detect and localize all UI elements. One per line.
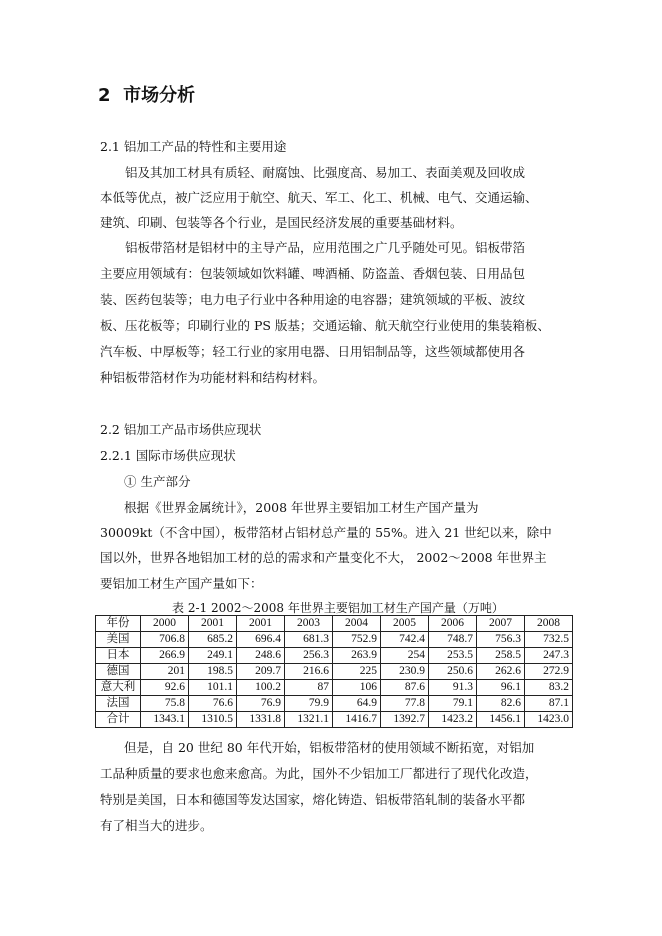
table-cell: 248.6 <box>237 648 285 664</box>
table-row <box>96 712 573 728</box>
table-cell: 2000 <box>141 616 189 632</box>
table-cell: 2005 <box>381 616 429 632</box>
heading-2-2-1: 2.2.1 国际市场供应现状 <box>100 448 236 463</box>
table-cell: 254 <box>381 648 429 664</box>
closing-line1: 但是，自 20 世纪 80 年代开始，铝板带箔材的使用领域不断拓宽，对铝加 <box>124 740 535 755</box>
table-cell: 706.8 <box>141 632 189 648</box>
closing-line4: 有了相当大的进步。 <box>100 818 213 833</box>
section-heading <box>98 81 195 107</box>
table-cell: 2004 <box>333 616 381 632</box>
table-cell: 2008 <box>525 616 573 632</box>
table-cell: 1392.7 <box>381 712 429 728</box>
table-row-label: 合计 <box>96 712 141 728</box>
para2-line2: 主要应用领域有：包装领域如饮料罐、啤酒桶、防盗盖、香烟包装、日用品包 <box>100 266 526 281</box>
table-cell: 681.3 <box>285 632 333 648</box>
table-cell: 83.2 <box>525 680 573 696</box>
table-cell: 742.4 <box>381 632 429 648</box>
para2-line6: 种铝板带箔材作为功能材料和结构材料。 <box>100 370 326 385</box>
table-cell: 696.4 <box>237 632 285 648</box>
table-cell: 79.9 <box>285 696 333 712</box>
table-cell: 748.7 <box>429 632 477 648</box>
table-cell: 272.9 <box>525 664 573 680</box>
table-cell: 91.3 <box>429 680 477 696</box>
table-cell: 256.3 <box>285 648 333 664</box>
table-cell: 106 <box>333 680 381 696</box>
table-cell: 82.6 <box>477 696 525 712</box>
table-cell: 100.2 <box>237 680 285 696</box>
table-cell: 1331.8 <box>237 712 285 728</box>
table-cell: 262.6 <box>477 664 525 680</box>
para3-line3: 国以外，世界各地铝加工材的总的需求和产量变化不大， 2002～2008 年世界主 <box>100 550 547 565</box>
table-cell: 247.3 <box>525 648 573 664</box>
table-row <box>96 632 573 648</box>
table-row-label: 年份 <box>96 616 141 632</box>
table-row-label: 美国 <box>96 632 141 648</box>
table-cell: 1423.2 <box>429 712 477 728</box>
table-row-label: 意大利 <box>96 680 141 696</box>
table-cell: 1416.7 <box>333 712 381 728</box>
table-row <box>96 664 573 680</box>
table-cell: 216.6 <box>285 664 333 680</box>
production-table <box>95 615 573 728</box>
para2-line3: 装、医药包装等；电力电子行业中各种用途的电容器；建筑领域的平板、波纹 <box>100 292 526 307</box>
table-cell: 2001 <box>189 616 237 632</box>
table-cell: 1456.1 <box>477 712 525 728</box>
table-cell: 75.8 <box>141 696 189 712</box>
table-caption: 表 2-1 2002～2008 年世界主要铝加工材生产国产量（万吨） <box>172 601 504 615</box>
table-cell: 685.2 <box>189 632 237 648</box>
table-cell: 756.3 <box>477 632 525 648</box>
table-cell: 732.5 <box>525 632 573 648</box>
table-cell: 96.1 <box>477 680 525 696</box>
heading-2-2: 2.2 铝加工产品市场供应现状 <box>100 422 262 437</box>
table-cell: 87.6 <box>381 680 429 696</box>
table-cell: 225 <box>333 664 381 680</box>
table-cell: 87.1 <box>525 696 573 712</box>
table-cell: 64.9 <box>333 696 381 712</box>
table-cell: 87 <box>285 680 333 696</box>
para1-line2: 本低等优点，被广泛应用于航空、航天、军工、化工、机械、电气、交通运输、 <box>100 190 538 205</box>
table-cell: 1310.5 <box>189 712 237 728</box>
table-cell: 101.1 <box>189 680 237 696</box>
section-title: 市场分析 <box>123 85 196 106</box>
table-cell: 263.9 <box>333 648 381 664</box>
closing-line3: 特别是美国，日本和德国等发达国家，熔化铸造、铝板带箔轧制的装备水平都 <box>100 792 526 807</box>
table-row-label: 德国 <box>96 664 141 680</box>
table-cell: 752.9 <box>333 632 381 648</box>
para2-line4: 板、压花板等；印刷行业的 PS 版基；交通运输、航天航空行业使用的集装箱板、 <box>100 318 550 333</box>
table-row <box>96 648 573 664</box>
table-cell: 2003 <box>285 616 333 632</box>
table-header-row <box>96 616 573 632</box>
para3-line2: 30009kt（不含中国），板带箔材占铝材总产量的 55%。进入 21 世纪以来，除中 <box>100 525 552 540</box>
table-cell: 258.5 <box>477 648 525 664</box>
table-cell: 79.1 <box>429 696 477 712</box>
table-cell: 198.5 <box>189 664 237 680</box>
table-cell: 250.6 <box>429 664 477 680</box>
table-cell: 2007 <box>477 616 525 632</box>
table-cell: 1343.1 <box>141 712 189 728</box>
para2-line1: 铝板带箔材是铝材中的主导产品，应用范围之广几乎随处可见。铝板带箔 <box>125 240 526 255</box>
table-cell: 201 <box>141 664 189 680</box>
table-cell: 209.7 <box>237 664 285 680</box>
table-cell: 2006 <box>429 616 477 632</box>
closing-line2: 工品种质量的要求也愈来愈高。为此，国外不少铝加工厂都进行了现代化改造， <box>100 766 538 781</box>
para3-line1: 根据《世界金属统计》，2008 年世界主要铝加工材生产国产量为 <box>124 500 479 515</box>
table-cell: 77.8 <box>381 696 429 712</box>
table-cell: 2001 <box>237 616 285 632</box>
table-cell: 1321.1 <box>285 712 333 728</box>
para2-line5: 汽车板、中厚板等；轻工行业的家用电器、日用铝制品等，这些领域都使用各 <box>100 344 526 359</box>
table-row <box>96 680 573 696</box>
production-part-label: ① 生产部分 <box>124 474 191 489</box>
table-cell: 76.9 <box>237 696 285 712</box>
table-row-label: 法国 <box>96 696 141 712</box>
table-cell: 1423.0 <box>525 712 573 728</box>
table-cell: 266.9 <box>141 648 189 664</box>
heading-2-1: 2.1 铝加工产品的特性和主要用途 <box>100 139 287 154</box>
table-cell: 92.6 <box>141 680 189 696</box>
table-cell: 253.5 <box>429 648 477 664</box>
para1-line3: 建筑、印刷、包装等各个行业，是国民经济发展的重要基础材料。 <box>100 215 463 230</box>
section-number: 2 <box>98 85 111 106</box>
table-row <box>96 696 573 712</box>
table-cell: 76.6 <box>189 696 237 712</box>
table-row-label: 日本 <box>96 648 141 664</box>
para1-line1: 铝及其加工材具有质轻、耐腐蚀、比强度高、易加工、表面美观及回收成 <box>125 165 526 180</box>
table-cell: 230.9 <box>381 664 429 680</box>
table-cell: 249.1 <box>189 648 237 664</box>
para3-line4: 要铝加工材生产国产量如下： <box>100 576 263 591</box>
